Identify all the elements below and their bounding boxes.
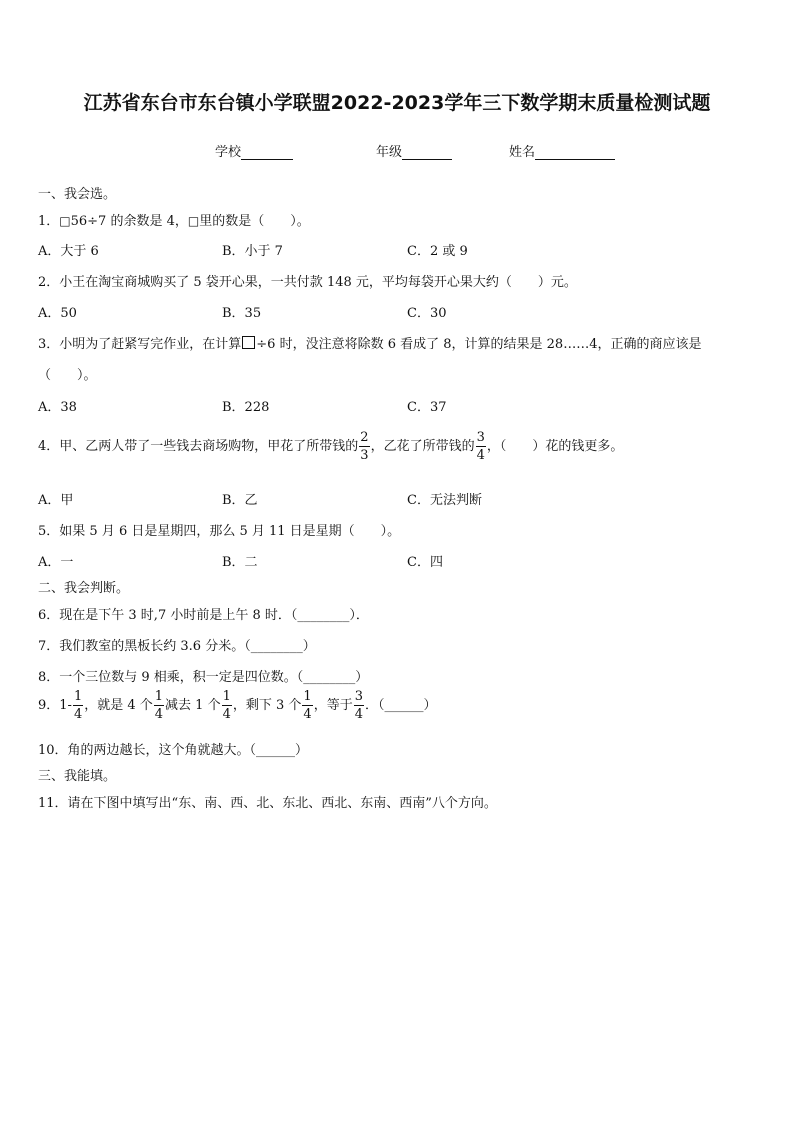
section-3-heading: 三、我能填。 [38,769,117,784]
question-9 [38,690,437,721]
q9-text-1: ，就是 4 个 [84,698,153,713]
question-6: 6．现在是下午 3 时,7 小时前是上午 8 时．（________）． [38,608,369,623]
q9-text-4: ，等于 [313,698,353,713]
section-2-heading: 二、我会判断。 [38,581,130,596]
q4-option-a[interactable]: A．甲 [38,493,74,508]
q9-f4-den: 4 [303,707,312,722]
q9-f2-den: 4 [154,707,164,722]
q9-f5-num: 3 [354,689,363,704]
q9-f4-num: 1 [303,689,312,704]
q3-option-a[interactable]: A．38 [38,400,77,415]
q5-option-c[interactable]: C．四 [407,555,443,570]
grade-field [376,141,452,160]
q1-text-b: 里的数是（ ）。 [199,214,310,229]
q9-fraction-3 [222,690,232,721]
q9-fraction-5 [354,690,364,721]
school-label: 学校 [215,145,242,160]
q4-fraction-1 [359,431,369,462]
question-11: 11．请在下图中填写出“东、南、西、北、东北、西北、东南、西南”八个方向。 [38,796,497,811]
question-1 [38,210,310,229]
q9-fraction-2 [154,690,164,721]
q4-option-b[interactable]: B．乙 [222,493,258,508]
q3-text-a: 3．小明为了赶紧写完作业，在计算 [38,337,242,352]
q9-text-5: ．（______） [365,698,437,713]
q3-option-c[interactable]: C．37 [407,400,447,415]
q3-text-b: ÷6 时，没注意将除数 6 看成了 8，计算的结果是 28……4，正确的商应该是 [256,337,702,352]
q1-option-c[interactable]: C．2 或 9 [407,244,468,259]
q3-option-b[interactable]: B．228 [222,400,270,415]
question-3 [38,333,701,352]
question-5: 5．如果 5 月 6 日是星期四，那么 5 月 11 日是星期（ ）。 [38,524,401,539]
section-1-heading: 一、我会选。 [38,187,117,202]
q4-option-c[interactable]: C．无法判断 [407,493,482,508]
grade-label: 年级 [376,145,403,160]
q9-text-3: ，剩下 3 个 [232,698,302,713]
q2-option-a[interactable]: A．50 [38,306,77,321]
q4-frac2-den: 4 [476,448,485,463]
q4-frac1-num: 2 [360,430,369,445]
q5-option-b[interactable]: B．二 [222,555,258,570]
question-2: 2．小王在淘宝商城购买了 5 袋开心果，一共付款 148 元，平均每袋开心果大约（ ）元。 [38,275,577,290]
q1-option-a[interactable]: A．大于 6 [38,244,99,259]
q9-f1-den: 4 [73,707,83,722]
q9-fraction-1 [73,690,83,721]
question-10: 10．角的两边越长，这个角就越大。（______） [38,743,309,758]
q9-text-2: 减去 1 个 [165,698,221,713]
q9-f5-den: 4 [354,707,363,722]
q9-prefix: 9．1- [38,698,72,713]
q1-number: 1． [38,214,60,229]
page-title: 江苏省东台市东台镇小学联盟2022-2023学年三下数学期末质量检测试题 [83,92,711,114]
blank-box-icon [242,336,255,349]
q9-fraction-4 [302,690,312,721]
question-7: 7．我们教室的黑板长约 3.6 分米。（________） [38,639,316,654]
name-blank[interactable] [535,145,615,160]
q1-option-b[interactable]: B．小于 7 [222,244,283,259]
q5-option-a[interactable]: A．一 [38,555,74,570]
q9-f1-num: 1 [73,689,83,704]
school-field [215,141,293,160]
q4-text-c: ，（ ）花的钱更多。 [486,439,624,454]
q4-text-b: ，乙花了所带钱的 [370,439,475,454]
q9-f3-den: 4 [222,707,231,722]
q9-f3-num: 1 [222,689,231,704]
q3-continuation: （ ）。 [38,368,97,383]
q1-text-a: 56÷7 的余数是 4， [70,214,188,229]
q4-text-a: 4．甲、乙两人带了一些钱去商场购物，甲花了所带钱的 [38,439,359,454]
q4-frac2-num: 3 [476,430,485,445]
school-blank[interactable] [241,145,293,160]
q4-frac1-den: 3 [360,448,369,463]
name-field [509,141,615,160]
grade-blank[interactable] [402,145,452,160]
q2-option-b[interactable]: B．35 [222,306,262,321]
q1-box-icon: □ [59,214,71,228]
question-4 [38,431,623,462]
name-label: 姓名 [509,145,536,160]
q9-f2-num: 1 [154,689,164,704]
question-8: 8．一个三位数与 9 相乘，积一定是四位数。（________） [38,670,369,685]
q1-box2-icon: □ [187,214,200,228]
q2-option-c[interactable]: C．30 [407,306,447,321]
q4-fraction-2 [476,431,486,462]
